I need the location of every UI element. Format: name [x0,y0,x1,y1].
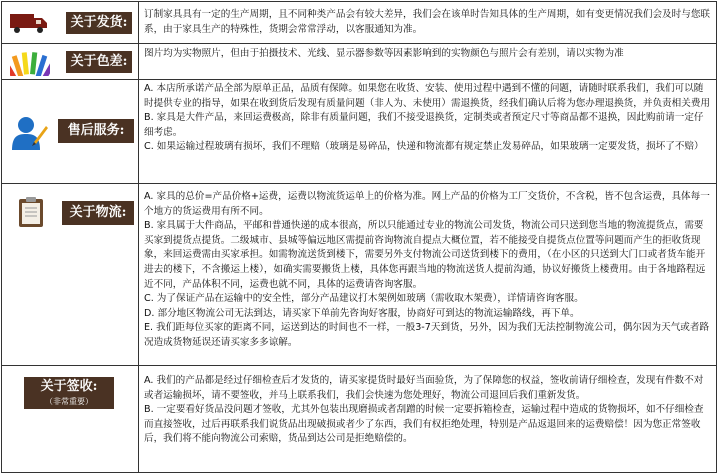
section-label: 关于色差: [66,51,132,73]
section-header [2,44,139,79]
section-header [2,80,139,183]
section-header [2,366,139,472]
section-shipping [2,2,716,44]
paragraph: B. 家具是大件产品，来回运费极高，除非有质量问题，我们不接受退换货，定制类或者预定尺寸等商品都不退换，因此购前请一定仔细考虑。 [144,112,704,138]
paragraph: C. 如果运输过程玻璃有损坏，我们不理赔（玻璃是易碎品，快递和物流都有规定禁止发易碎品，如果玻璃一定要发货，损坏了不赔） [144,141,704,153]
section-body [139,366,716,472]
policy-table [1,1,717,473]
paragraph: 图片均为实物照片，但由于拍摄技术、光线、显示器参数等因素影响到的实物颜色与照片会有差别，请以实物为准 [144,48,624,59]
section-label: 关于发货: [66,12,132,34]
section-after-sales [2,80,716,184]
paragraph: E. 我们距每位买家的距离不同，运送到达的时间也不一样，一般3-7天到货，另外，因为我们无法控制物流公司，偶尔因为天气或者路况造成货物延误还请买家多多谅解。 [144,322,710,348]
section-label: 售后服务: [58,119,134,143]
paragraph: B. 家具属于大件商品，平邮和普通快递的成本很高，所以只能通过专业的物流公司发货，物流公司只送到您当地的物流提货点，需要买家到提货点提货。二级城市、县城等偏远地区需提前咨询物流自提点大概位置，若不能接受自提货点位置等问题而产生的拒收货现象，来回运费需由买家承担。如需物流送货到楼下，需要另外支付物流公司送货到楼下的费用，（在小区的只送到大门口或者货车能开进去的楼下，不含搬运上楼），如确实需要搬货上楼，具体您再跟当地的物流送货人提前沟通，协议好搬货上楼费用。由于各地路程远近不同，产品体积不同，运费也就不同，具体的运费请咨询客服。 [144,220,706,290]
section-header [2,184,139,365]
section-sublabel: （非常重要） [45,397,93,406]
section-color-difference [2,44,716,80]
paragraph: B. 一定要看好货品没问题才签收，尤其外包装出现磨损或者刮蹭的时候一定要拆箱检查，运输过程中造成的货物损坏，如不仔细检查而直接签收，过后再联系我们说货品出现破损或者少了东西，我们有权拒绝处理，特别是产品返退回来的运费赔偿！因为您正常签收后，我们将不能向物流公司索赔，货品到达公司是拒绝赔偿的。 [144,404,704,445]
section-body [139,2,716,43]
paragraph: C. 为了保证产品在运输中的安全性，部分产品建议打木架例如玻璃（需收取木架费），详情请咨询客服。 [144,293,584,305]
section-receipt [2,366,716,472]
delivery-truck-icon [10,12,48,34]
section-label: 关于物流: [62,201,134,225]
paragraph: 订制家具具有一定的生产周期，且不同种类产品会有较大差异，我们会在该单时告知具体的生产周期，如有变更情况我们会及时与您联系，由于家具生产的特殊性，货期会常常浮动，以客服通知为准。 [144,9,711,35]
section-logistics [2,184,716,366]
section-header [2,2,139,43]
user-service-icon [12,116,48,150]
section-body [139,80,716,183]
paragraph: D. 部分地区物流公司无法到达，请买家下单前先咨询好客服，协商好可到达的物流运输路线，再下单。 [144,307,580,319]
paragraph: A. 我们的产品都是经过仔细检查后才发货的，请买家提货时最好当面验货，为了保障您的权益，签收前请仔细检查，发现有件数不对或者运输损坏，请不要签收，并马上联系我们，我们会快速为您处理好，物流公司退回后我们重新发货。 [144,375,704,401]
clipboard-icon [18,196,44,228]
paragraph: A. 本店所承诺产品全部为原单正品，品质有保障。如果您在收货、安装、使用过程中遇到不懂的问题，请随时联系我们，我们可以随时提供专业的指导，如果在收到货后发现有质量问题（非人为、未使用）需退换货，经我们确认后将为您办理退换货，并负责相关费用 [144,83,711,109]
section-label: 关于签收: [40,379,98,394]
section-label-box [24,377,114,409]
section-body [139,184,716,365]
color-swatch-icon [10,48,50,76]
section-body [139,44,716,79]
paragraph: A. 家具的总价=产品价格+运费，运费以物流货运单上的价格为准。网上产品的价格为工厂交货价，不含税，皆不包含运费，具体每一个地方的货运费用有所不同。 [144,191,710,217]
